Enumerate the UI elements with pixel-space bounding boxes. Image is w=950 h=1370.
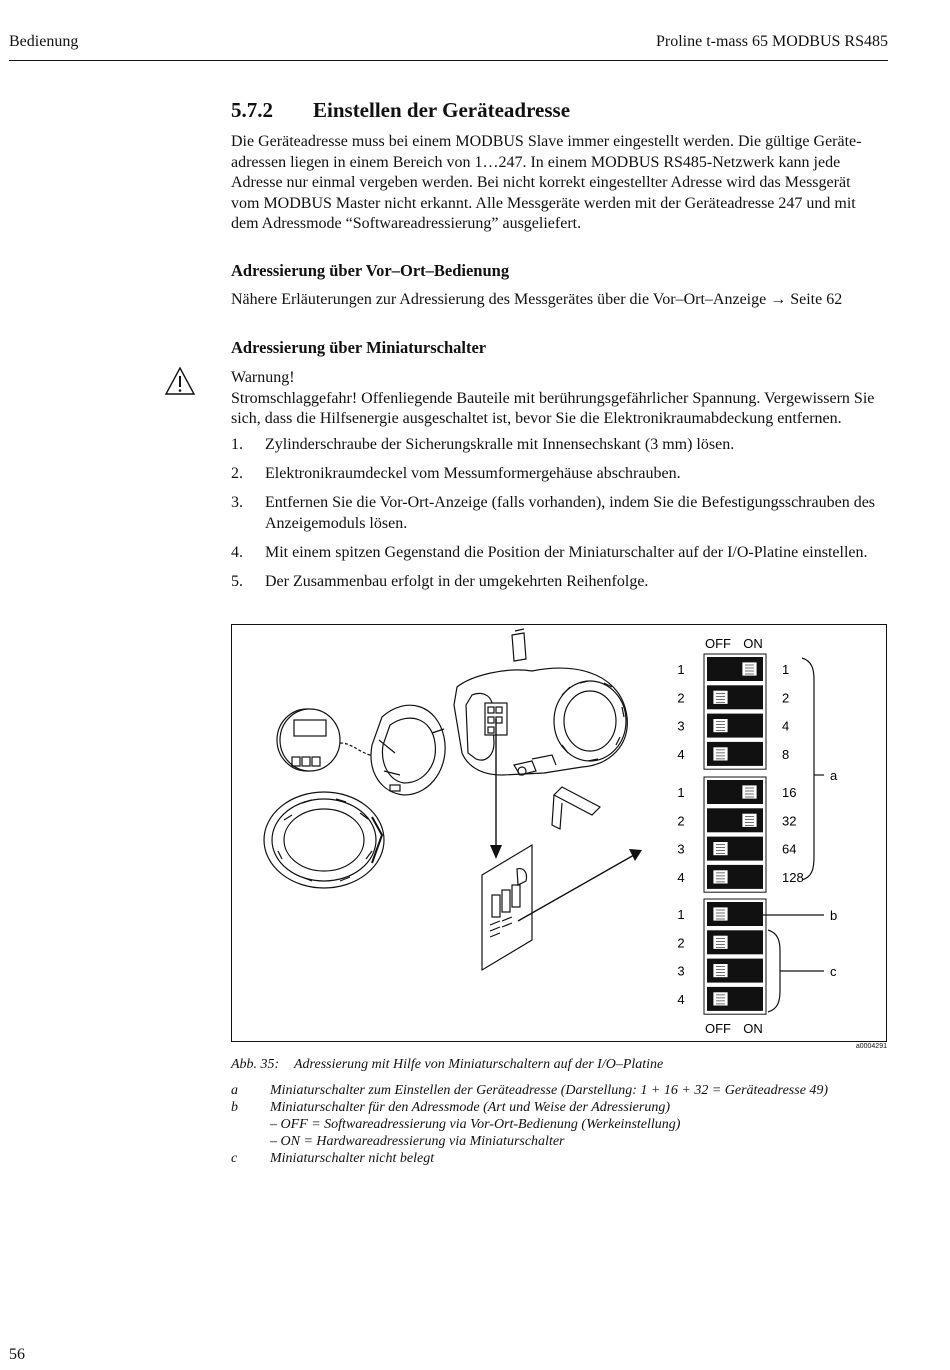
io-board — [482, 845, 532, 970]
header-divider — [9, 60, 888, 61]
bracket-callouts — [763, 658, 824, 1012]
dip-switch-index: 3 — [677, 718, 685, 734]
legend-item-c — [231, 1150, 828, 1167]
caption-label: Abb. 35: — [231, 1057, 280, 1072]
step-text: Entfernen Sie die Vor-Ort-Anzeige (falls vorhanden), indem Sie die Befestigungsschrauben des — [265, 494, 876, 511]
legend-subitem: – OFF = Softwareadressierung via Vor-Ort-Bedienung (Werkeinstellung) — [270, 1117, 681, 1132]
step-number: 4. — [231, 543, 243, 561]
legend-item-a — [231, 1082, 828, 1099]
dip-group-addr-high — [677, 777, 803, 892]
warning-line: sich, dass die Hilfsenergie ausgeschaltet ist, bevor Sie die Elektronikraumabdeckung entfernen. — [231, 410, 842, 427]
running-header-section: Bedienung — [9, 33, 79, 50]
page-number: 56 — [9, 1346, 25, 1363]
intro-line: Die Geräteadresse muss bei einem MODBUS Slave immer eingestellt werden. Die gültige Geräte- — [231, 133, 862, 150]
dip-switch-value: 128 — [782, 869, 804, 885]
hex-key — [552, 787, 600, 829]
legend-key: a — [231, 1083, 238, 1098]
step-item — [231, 435, 891, 456]
section-title: Einstellen der Geräteadresse — [313, 98, 571, 122]
step-text: Elektronikraumdeckel vom Messumformergehäuse abschrauben. — [265, 465, 681, 482]
local-operation-text: Nähere Erläuterungen zur Adressierung des Messgerätes über die Vor–Ort–Anzeige → Seite 62 — [231, 291, 843, 308]
dip-switch-value: 4 — [782, 718, 790, 734]
step-number: 2. — [231, 465, 243, 482]
local-operation-heading: Adressierung über Vor–Ort–Bedienung — [231, 261, 510, 280]
dip-switch-heading: Adressierung über Miniaturschalter — [231, 338, 487, 357]
dip-switch-value: 2 — [782, 690, 790, 706]
dip-switch-figure — [231, 624, 887, 1042]
bracket-a — [802, 658, 814, 880]
dip-switch-index: 1 — [677, 907, 685, 922]
callout-c: c — [830, 964, 837, 979]
caption-text: Adressierung mit Hilfe von Miniaturschaltern auf der I/O–Platine — [294, 1057, 664, 1072]
dip-switch-value: 8 — [782, 746, 790, 762]
figure-caption — [231, 1057, 663, 1073]
warning-block — [231, 368, 888, 430]
legend-text: Miniaturschalter zum Einstellen der Geräteadresse (Darstellung: 1 + 16 + 32 = Geräteadresse 49) — [270, 1083, 829, 1098]
figure-code: a0004291 — [855, 1043, 887, 1050]
dip-switch-index: 1 — [677, 662, 685, 677]
section-number: 5.7.2 — [231, 98, 273, 122]
legend-item-b — [231, 1099, 828, 1116]
column-label-on-top: ON — [743, 636, 763, 651]
step-text: Zylinderschraube der Sicherungskralle mit Innensechskant (3 mm) lösen. — [265, 436, 735, 453]
step-text: Der Zusammenbau erfolgt in der umgekehrten Reihenfolge. — [265, 572, 649, 590]
legend-text: Miniaturschalter für den Adressmode (Art und Weise der Adressierung) — [270, 1100, 671, 1115]
housing-body — [454, 629, 627, 775]
step-number: 5. — [231, 572, 243, 590]
procedure-steps — [231, 435, 891, 601]
dip-switch-index: 4 — [677, 991, 685, 1007]
dip-switch-value: 32 — [782, 813, 797, 829]
step-item — [231, 493, 891, 534]
dip-switch-value: 1 — [782, 662, 790, 677]
intro-paragraph — [231, 132, 888, 235]
step-item — [231, 464, 891, 485]
dip-switch-detail — [677, 654, 803, 1014]
legend-subitem: – ON = Hardwareadressierung via Miniaturschalter — [270, 1134, 565, 1149]
section-heading — [231, 98, 570, 123]
display-bracket — [371, 705, 445, 795]
dip-switch-index: 4 — [677, 746, 685, 762]
dip-group-addr-low — [677, 654, 789, 769]
legend-key: c — [231, 1151, 238, 1166]
warning-triangle-icon — [165, 367, 195, 395]
callout-a: a — [830, 768, 838, 783]
transmitter-illustration — [264, 629, 627, 970]
column-label-off-bottom: OFF — [705, 1021, 731, 1036]
dip-switch-value: 64 — [782, 841, 797, 857]
step-item — [231, 543, 891, 564]
dip-switch-index: 2 — [677, 935, 685, 951]
warning-line: Stromschlaggefahr! Offenliegende Bauteile mit berührungsgefährlicher Spannung. Vergewissern Sie — [231, 389, 875, 407]
step-item — [231, 572, 891, 593]
step-text: Mit einem spitzen Gegenstand die Position der Miniaturschalter auf der I/O-Platine einstellen. — [265, 543, 868, 561]
callout-b: b — [830, 908, 838, 923]
dip-group-mode — [677, 899, 766, 1014]
threaded-cover — [264, 792, 384, 888]
dip-switch-value: 16 — [782, 785, 797, 800]
bracket-c — [768, 930, 780, 1012]
legend-key: b — [231, 1100, 238, 1115]
dip-switch-index: 3 — [677, 963, 685, 979]
figure-legend — [231, 1082, 828, 1167]
column-label-on-bottom: ON — [743, 1021, 763, 1036]
legend-text: Miniaturschalter nicht belegt — [270, 1151, 435, 1166]
intro-line: adressen liegen in einem Bereich von 1…247. In einem MODBUS RS485-Netzwerk kann jede — [231, 153, 841, 171]
column-label-off-top: OFF — [705, 636, 731, 651]
step-number: 1. — [231, 436, 243, 453]
intro-line: Adresse nur einmal vergeben werden. Bei nicht korrekt eingestellter Adresse wird das Messgerät — [231, 174, 851, 191]
dip-switch-index: 4 — [677, 869, 685, 885]
intro-line: vom MODBUS Master nicht erkannt. Alle Messgeräte werden mit der Geräteadresse 247 und mit — [231, 194, 856, 212]
running-header-product: Proline t-mass 65 MODBUS RS485 — [655, 33, 888, 50]
step-number: 3. — [231, 494, 243, 511]
warning-title: Warnung! — [231, 369, 295, 386]
dip-switch-index: 2 — [677, 690, 685, 706]
dip-switch-index: 2 — [677, 813, 685, 829]
intro-line: dem Adressmode “Softwareadressierung” ausgeliefert. — [231, 215, 582, 232]
dip-switch-index: 3 — [677, 841, 685, 857]
step-text: Anzeigemoduls lösen. — [265, 514, 408, 532]
figure-drawing — [232, 625, 886, 1041]
dip-switch-index: 1 — [677, 785, 685, 800]
